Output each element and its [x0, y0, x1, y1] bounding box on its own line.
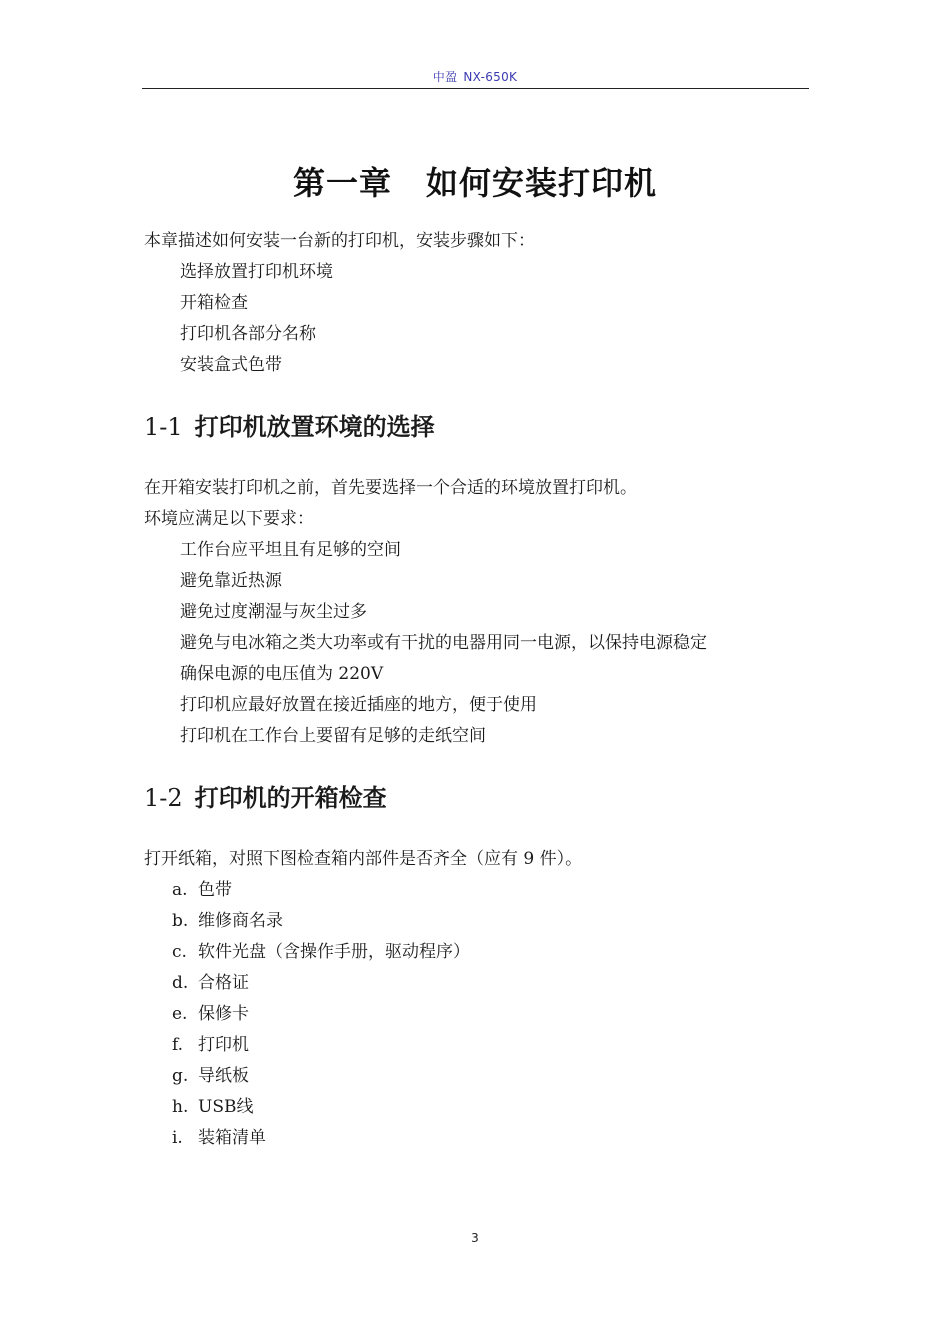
section-number: 1-1 — [144, 413, 183, 441]
section-number: 1-2 — [144, 784, 183, 812]
section-heading — [144, 412, 435, 442]
header-model: NX-650K — [463, 70, 518, 84]
list-item-text: 保修卡 — [198, 1004, 249, 1024]
list-item-text: 合格证 — [198, 973, 249, 993]
list-item-text: 打印机 — [198, 1035, 249, 1055]
intro-step: 选择放置打印机环境 — [180, 262, 333, 282]
list-item-text: 导纸板 — [198, 1066, 249, 1086]
list-marker: f. — [172, 1035, 184, 1055]
requirement-item: 打印机在工作台上要留有足够的走纸空间 — [180, 726, 486, 746]
chapter-title — [0, 158, 950, 204]
list-item — [172, 1034, 249, 1056]
list-marker: b. — [172, 911, 189, 931]
list-marker: a. — [172, 880, 188, 900]
list-item — [172, 941, 470, 963]
section-paragraph: 在开箱安装打印机之前，首先要选择一个合适的环境放置打印机。 — [144, 478, 637, 498]
list-item — [172, 1003, 249, 1025]
requirement-item: 避免过度潮湿与灰尘过多 — [180, 602, 367, 622]
list-marker: h. — [172, 1097, 189, 1117]
list-item-text: 色带 — [198, 880, 232, 900]
list-item-text: 维修商名录 — [198, 911, 283, 931]
section-paragraph: 环境应满足以下要求： — [144, 509, 314, 529]
chapter-name: 如何安装打印机 — [426, 164, 658, 202]
requirement-item: 打印机应最好放置在接近插座的地方，便于使用 — [180, 695, 537, 715]
page-number: 3 — [471, 1231, 479, 1245]
list-marker: g. — [172, 1066, 189, 1086]
intro-step: 打印机各部分名称 — [180, 324, 316, 344]
header-brand: 中盈 — [432, 70, 458, 84]
list-item — [172, 1096, 253, 1118]
requirement-item: 避免与电冰箱之类大功率或有干扰的电器用同一电源，以保持电源稳定 — [180, 633, 707, 653]
requirement-item: 避免靠近热源 — [180, 571, 282, 591]
list-marker: d. — [172, 973, 189, 993]
list-item — [172, 1065, 249, 1087]
section-heading — [144, 783, 387, 813]
list-item-text: 装箱清单 — [198, 1128, 266, 1148]
header-divider — [142, 88, 809, 89]
section-title: 打印机放置环境的选择 — [194, 413, 435, 441]
list-marker: c. — [172, 942, 187, 962]
section-paragraph: 打开纸箱，对照下图检查箱内部件是否齐全（应有 9 件）。 — [144, 849, 583, 869]
section-title: 打印机的开箱检查 — [194, 784, 387, 812]
list-item — [172, 1127, 266, 1149]
list-item — [172, 910, 283, 932]
intro-step: 安装盒式色带 — [180, 355, 282, 375]
requirement-item: 工作台应平坦且有足够的空间 — [180, 540, 401, 560]
intro-text: 本章描述如何安装一台新的打印机，安装步骤如下： — [144, 231, 535, 251]
list-marker: i. — [172, 1128, 183, 1148]
list-item — [172, 972, 249, 994]
page-header — [0, 68, 950, 85]
list-item — [172, 879, 232, 901]
list-item-text: 软件光盘（含操作手册，驱动程序） — [198, 942, 470, 962]
chapter-number: 第一章 — [292, 164, 392, 202]
intro-step: 开箱检查 — [180, 293, 248, 313]
list-marker: e. — [172, 1004, 188, 1024]
requirement-item: 确保电源的电压值为 220V — [180, 664, 384, 684]
list-item-text: USB线 — [198, 1097, 254, 1117]
